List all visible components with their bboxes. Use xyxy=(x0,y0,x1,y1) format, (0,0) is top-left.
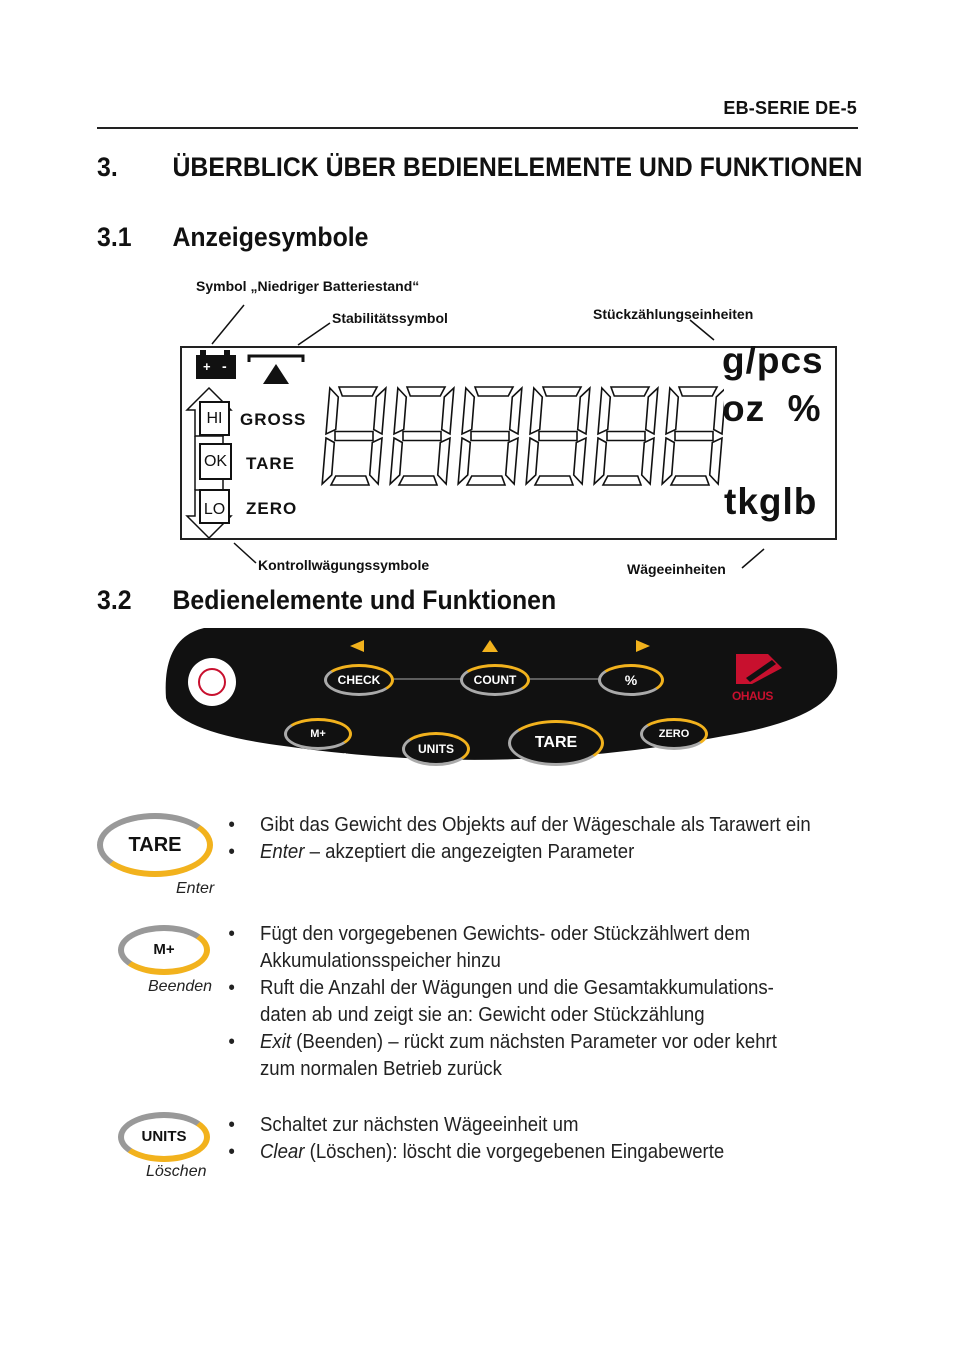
section-number: 3.2 xyxy=(97,585,132,615)
units-button[interactable]: UNITS xyxy=(402,732,470,766)
units-bullet-1: Schaltet zur nächsten Wägeeinheit um xyxy=(260,1114,579,1136)
unit-g-pcs: g/pcs xyxy=(722,340,824,381)
section-number: 3.1 xyxy=(97,222,132,252)
tare-bullet-2: – akzeptiert die angezeigten Parameter xyxy=(304,841,635,863)
mplus-bullet-2b: daten ab und zeigt sie an: Gewicht oder Stückzählung xyxy=(260,1004,705,1026)
tare-bullet-1: Gibt das Gewicht des Objekts auf der Wägeschale als Tarawert ein xyxy=(260,814,811,836)
mplus-bullet-3a: (Beenden) – rückt zum nächsten Parameter vor oder kehrt xyxy=(291,1031,777,1053)
percent-button[interactable]: % xyxy=(598,664,664,696)
tare-description: • Gibt das Gewicht des Objekts auf der Wägeschale als Tarawert ein • Enter – akzeptiert die angezeigten Parameter xyxy=(228,814,811,863)
callout-counting-units: Stückzählungseinheiten xyxy=(593,306,754,322)
unit-tkglb: tkglb xyxy=(724,481,818,522)
units-bullet-2: (Löschen): löscht die vorgegebenen Eingabewerte xyxy=(304,1141,725,1163)
lo-indicator: LO xyxy=(199,489,230,524)
mplus-bullet-2a: Ruft die Anzahl der Wägungen und die Gesamtakkumulations- xyxy=(260,977,774,999)
mplus-key-illustration: M+ xyxy=(118,925,210,975)
mplus-sub-label: Exit xyxy=(330,752,349,764)
tare-key-illustration: TARE xyxy=(97,813,213,877)
callout-weigh-units: Wägeeinheiten xyxy=(627,561,726,577)
units-bullet-2-em: Clear xyxy=(260,1141,305,1163)
battery-minus: - xyxy=(222,358,227,374)
power-button[interactable] xyxy=(188,658,236,706)
lcd-digit xyxy=(390,387,454,485)
units-description: • Schaltet zur nächsten Wägeeinheit um • Clear (Löschen): löscht die vorgegebenen Eingabewerte xyxy=(228,1114,725,1163)
ohaus-logo xyxy=(732,652,788,708)
mplus-button[interactable]: M+ xyxy=(284,718,352,750)
tare-indicator: TARE xyxy=(246,454,296,473)
lcd-digit xyxy=(322,387,386,485)
mplus-bullet-1a: Fügt den vorgegebenen Gewichts- oder Stückzählwert dem xyxy=(260,923,751,945)
gross-indicator: GROSS xyxy=(240,410,307,429)
units-sub-label: Clear xyxy=(444,768,471,780)
zero-indicator: ZERO xyxy=(246,499,298,518)
brand-text: OHAUS xyxy=(732,689,773,703)
check-button[interactable]: CHECK xyxy=(324,664,394,696)
section-3-2-heading xyxy=(97,585,556,616)
callout-battery: Symbol „Niedriger Batteriestand“ xyxy=(196,278,420,294)
unit-oz-percent: oz % xyxy=(722,388,822,429)
section-title: ÜBERBLICK ÜBER BEDIENELEMENTE UND FUNKTIONEN xyxy=(172,152,863,182)
tare-button[interactable]: TARE xyxy=(508,720,604,766)
count-button[interactable]: COUNT xyxy=(460,664,530,696)
tare-bullet-2-em: Enter xyxy=(260,841,305,863)
section-number: 3. xyxy=(97,152,118,182)
hi-indicator: HI xyxy=(199,401,230,436)
mplus-bullet-1b: Akkumulationsspeicher hinzu xyxy=(260,950,501,972)
callout-checkweigh: Kontrollwägungssymbole xyxy=(258,557,430,573)
lcd-digit xyxy=(662,387,724,485)
mplus-bullet-3b: zum normalen Betrieb zurück xyxy=(260,1058,502,1080)
zero-button[interactable]: ZERO xyxy=(640,718,708,750)
section-title: Bedienelemente und Funktionen xyxy=(172,585,557,615)
ok-indicator: OK xyxy=(199,443,232,480)
callout-stability: Stabilitätssymbol xyxy=(332,310,448,326)
section-title: Anzeigesymbole xyxy=(172,222,369,252)
lcd-digit xyxy=(526,387,590,485)
mplus-bullet-3-em: Exit xyxy=(260,1031,292,1053)
mplus-description: • Fügt den vorgegebenen Gewichts- oder Stückzählwert dem Akkumulationsspeicher hinzu • Ruft die Anzahl der Wägungen und die Gesamtakkumulations- daten ab und zeigt sie an: Gewicht oder Stückzählung • Exit (Beenden) – rückt zum nächsten Parameter vor oder kehrt zum normalen Betrieb zurück xyxy=(228,923,777,1080)
lcd-digit xyxy=(594,387,658,485)
units-key-illustration: UNITS xyxy=(118,1112,210,1162)
mplus-key-caption: Beenden xyxy=(148,978,213,995)
stability-icon xyxy=(247,352,307,386)
tare-key-caption: Enter xyxy=(176,880,215,897)
lcd-digit xyxy=(458,387,522,485)
battery-plus: + xyxy=(203,359,211,374)
lcd-digits xyxy=(314,386,724,490)
battery-icon xyxy=(196,355,236,379)
tare-sub-label: Enter xyxy=(578,768,605,780)
units-key-caption: Löschen xyxy=(146,1163,207,1180)
keypad-panel xyxy=(164,628,840,796)
page-reference: EB-SERIE DE-5 xyxy=(723,98,857,118)
